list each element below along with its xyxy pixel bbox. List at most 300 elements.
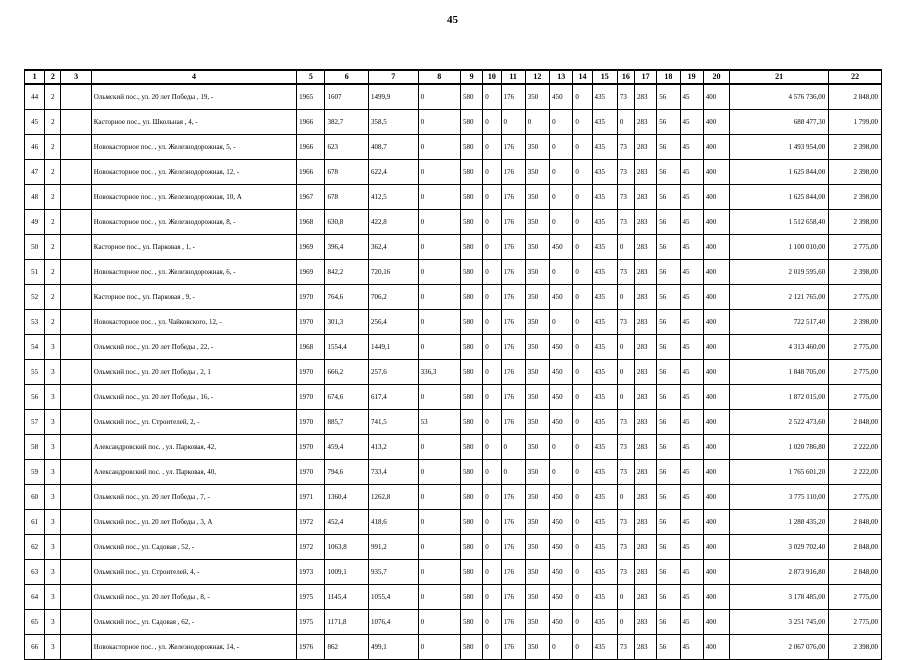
column-header: 5 bbox=[297, 70, 325, 84]
table-cell: 0 bbox=[418, 84, 460, 110]
table-cell bbox=[61, 310, 91, 335]
table-cell: 45 bbox=[680, 535, 703, 560]
table-cell: 1966 bbox=[297, 110, 325, 135]
table-cell: 1 848 705,00 bbox=[730, 360, 829, 385]
table-cell: 3 775 110,00 bbox=[730, 485, 829, 510]
table-cell: 452,4 bbox=[325, 510, 369, 535]
table-row bbox=[25, 610, 882, 635]
table-cell: 176 bbox=[501, 185, 525, 210]
table-cell: 450 bbox=[550, 560, 573, 585]
table-cell: 435 bbox=[592, 135, 617, 160]
table-cell: 2 bbox=[45, 160, 61, 185]
table-cell: 2 019 595,60 bbox=[730, 260, 829, 285]
table-cell: 58 bbox=[25, 435, 45, 460]
table-row bbox=[25, 260, 882, 285]
table-cell: 1063,8 bbox=[325, 535, 369, 560]
table-cell: 56 bbox=[657, 185, 680, 210]
table-cell: 0 bbox=[418, 485, 460, 510]
table-cell: 0 bbox=[573, 160, 592, 185]
table-row bbox=[25, 110, 882, 135]
table-cell: Новокасторное пос. , ул. Железнодорожная, 10, А bbox=[91, 185, 296, 210]
table-cell: 283 bbox=[635, 360, 657, 385]
table-cell: 0 bbox=[418, 160, 460, 185]
table-cell: 2 bbox=[45, 110, 61, 135]
table-cell: 0 bbox=[573, 235, 592, 260]
column-header: 15 bbox=[592, 70, 617, 84]
table-cell: 450 bbox=[550, 360, 573, 385]
table-cell: 51 bbox=[25, 260, 45, 285]
table-cell: 283 bbox=[635, 285, 657, 310]
table-cell: Ольмский пос., ул. Строителей, 2, - bbox=[91, 410, 296, 435]
table-cell: 73 bbox=[617, 635, 634, 660]
table-cell: 580 bbox=[461, 610, 483, 635]
table-row bbox=[25, 535, 882, 560]
table-cell: 0 bbox=[418, 535, 460, 560]
table-cell: 678 bbox=[325, 185, 369, 210]
table-cell: 2 bbox=[45, 135, 61, 160]
table-cell: 176 bbox=[501, 210, 525, 235]
table-row bbox=[25, 84, 882, 110]
table-row bbox=[25, 460, 882, 485]
table-cell: Ольмский пос., ул. Садовая , 52, - bbox=[91, 535, 296, 560]
table-cell: 450 bbox=[550, 235, 573, 260]
table-cell: 50 bbox=[25, 235, 45, 260]
table-cell: 56 bbox=[657, 210, 680, 235]
table-cell: 2 775,00 bbox=[829, 610, 882, 635]
table-cell: 336,3 bbox=[418, 360, 460, 385]
table-cell: Касторное пос., ул. Школьная , 4, - bbox=[91, 110, 296, 135]
table-row bbox=[25, 510, 882, 535]
table-row bbox=[25, 135, 882, 160]
table-cell: 3 251 745,00 bbox=[730, 610, 829, 635]
table-cell: 0 bbox=[483, 410, 501, 435]
table-cell: Ольмский пос., ул. 20 лет Победы , 19, - bbox=[91, 84, 296, 110]
table-cell: 56 bbox=[657, 135, 680, 160]
table-cell: 1970 bbox=[297, 360, 325, 385]
column-header: 18 bbox=[657, 70, 680, 84]
table-cell: 400 bbox=[703, 385, 729, 410]
table-cell: 450 bbox=[550, 84, 573, 110]
table-cell: 283 bbox=[635, 110, 657, 135]
table-cell: 56 bbox=[657, 460, 680, 485]
table-cell: 666,2 bbox=[325, 360, 369, 385]
table-cell bbox=[61, 210, 91, 235]
table-cell: 622,4 bbox=[368, 160, 418, 185]
table-cell: 45 bbox=[25, 110, 45, 135]
table-cell: 400 bbox=[703, 410, 729, 435]
table-cell: 350 bbox=[525, 84, 549, 110]
table-cell: 73 bbox=[617, 535, 634, 560]
table-cell: 45 bbox=[680, 235, 703, 260]
table-cell: 176 bbox=[501, 585, 525, 610]
table-cell: 842,2 bbox=[325, 260, 369, 285]
table-cell: 56 bbox=[657, 110, 680, 135]
table-cell: 1499,9 bbox=[368, 84, 418, 110]
table-cell: 617,4 bbox=[368, 385, 418, 410]
table-cell: 450 bbox=[550, 535, 573, 560]
table-cell: 3 bbox=[45, 510, 61, 535]
table-cell: 53 bbox=[25, 310, 45, 335]
table-cell: 2 398,00 bbox=[829, 210, 882, 235]
table-cell: 61 bbox=[25, 510, 45, 535]
table-cell: 435 bbox=[592, 485, 617, 510]
table-cell: 413,2 bbox=[368, 435, 418, 460]
table-cell: 0 bbox=[573, 460, 592, 485]
table-cell: 283 bbox=[635, 385, 657, 410]
table-cell: 1 799,00 bbox=[829, 110, 882, 135]
table-cell: 64 bbox=[25, 585, 45, 610]
table-cell: 350 bbox=[525, 360, 549, 385]
table-cell: 1967 bbox=[297, 185, 325, 210]
table-cell: 350 bbox=[525, 185, 549, 210]
table-cell: 0 bbox=[418, 460, 460, 485]
table-cell: 1970 bbox=[297, 460, 325, 485]
column-header: 4 bbox=[91, 70, 296, 84]
table-cell: 0 bbox=[418, 335, 460, 360]
table-cell: 435 bbox=[592, 185, 617, 210]
table-row bbox=[25, 235, 882, 260]
table-cell: 176 bbox=[501, 410, 525, 435]
housing-register-table bbox=[24, 69, 882, 660]
table-cell: Новокасторное пос. , ул. Железнодорожная, 12, - bbox=[91, 160, 296, 185]
table-cell: 350 bbox=[525, 235, 549, 260]
table-cell: 2 398,00 bbox=[829, 635, 882, 660]
table-cell: 0 bbox=[573, 610, 592, 635]
table-cell: 623 bbox=[325, 135, 369, 160]
table-row bbox=[25, 160, 882, 185]
column-header: 3 bbox=[61, 70, 91, 84]
table-cell: 45 bbox=[680, 460, 703, 485]
table-cell: 45 bbox=[680, 360, 703, 385]
table-cell: 283 bbox=[635, 435, 657, 460]
table-cell: 56 bbox=[657, 360, 680, 385]
table-cell: 991,2 bbox=[368, 535, 418, 560]
table-cell: 435 bbox=[592, 84, 617, 110]
table-cell: 580 bbox=[461, 235, 483, 260]
table-cell: 3 bbox=[45, 385, 61, 410]
table-cell: 0 bbox=[483, 385, 501, 410]
table-cell: 1 625 844,00 bbox=[730, 160, 829, 185]
table-cell: 350 bbox=[525, 535, 549, 560]
table-cell: 1 765 601,20 bbox=[730, 460, 829, 485]
table-cell: 1971 bbox=[297, 485, 325, 510]
table-cell: 580 bbox=[461, 410, 483, 435]
table-cell: 722 517,40 bbox=[730, 310, 829, 335]
table-cell: 1970 bbox=[297, 385, 325, 410]
table-cell: 56 bbox=[657, 285, 680, 310]
table-cell: 1262,8 bbox=[368, 485, 418, 510]
table-cell: 56 bbox=[657, 410, 680, 435]
table-cell: 176 bbox=[501, 285, 525, 310]
table-cell bbox=[61, 585, 91, 610]
table-cell: Новокасторное пос. , ул. Чайковского, 12, - bbox=[91, 310, 296, 335]
table-cell: 0 bbox=[550, 185, 573, 210]
table-cell: 2 222,00 bbox=[829, 435, 882, 460]
table-cell: 580 bbox=[461, 210, 483, 235]
table-cell: 435 bbox=[592, 535, 617, 560]
table-cell: 55 bbox=[25, 360, 45, 385]
table-cell: 450 bbox=[550, 485, 573, 510]
table-cell: 2 bbox=[45, 260, 61, 285]
table-cell: 176 bbox=[501, 385, 525, 410]
table-cell: 0 bbox=[418, 560, 460, 585]
table-cell: 3 bbox=[45, 585, 61, 610]
table-cell: Ольмский пос., ул. 20 лет Победы , 8, - bbox=[91, 585, 296, 610]
table-cell: 400 bbox=[703, 160, 729, 185]
table-cell bbox=[61, 460, 91, 485]
table-cell: 1970 bbox=[297, 285, 325, 310]
table-cell: 56 bbox=[657, 585, 680, 610]
table-cell: 412,5 bbox=[368, 185, 418, 210]
table-cell: 0 bbox=[483, 335, 501, 360]
table-cell: 73 bbox=[617, 260, 634, 285]
table-cell: 2 775,00 bbox=[829, 585, 882, 610]
table-cell bbox=[61, 510, 91, 535]
table-cell: 73 bbox=[617, 84, 634, 110]
table-cell: 435 bbox=[592, 260, 617, 285]
table-cell: 3 bbox=[45, 460, 61, 485]
table-cell: 0 bbox=[418, 260, 460, 285]
table-cell: 283 bbox=[635, 610, 657, 635]
table-cell: 400 bbox=[703, 210, 729, 235]
table-cell: 580 bbox=[461, 310, 483, 335]
table-cell: 435 bbox=[592, 235, 617, 260]
table-cell: 53 bbox=[418, 410, 460, 435]
column-header: 6 bbox=[325, 70, 369, 84]
table-cell: Ольмский пос., ул. 20 лет Победы , 7, - bbox=[91, 485, 296, 510]
table-cell: 0 bbox=[483, 535, 501, 560]
table-cell: 0 bbox=[573, 110, 592, 135]
table-cell: 56 bbox=[657, 535, 680, 560]
table-cell bbox=[61, 560, 91, 585]
table-cell: 4 576 736,00 bbox=[730, 84, 829, 110]
table-cell: 400 bbox=[703, 585, 729, 610]
table-cell: 2 775,00 bbox=[829, 360, 882, 385]
table-cell: 0 bbox=[418, 185, 460, 210]
table-cell: 450 bbox=[550, 335, 573, 360]
table-cell: 2 067 076,00 bbox=[730, 635, 829, 660]
table-cell: 0 bbox=[483, 360, 501, 385]
table-cell: 73 bbox=[617, 410, 634, 435]
table-cell: 0 bbox=[617, 485, 634, 510]
table-cell: 45 bbox=[680, 510, 703, 535]
table-cell: 56 bbox=[657, 235, 680, 260]
table-cell: 0 bbox=[573, 185, 592, 210]
table-cell: 1 493 954,00 bbox=[730, 135, 829, 160]
table-cell: 283 bbox=[635, 235, 657, 260]
table-cell bbox=[61, 535, 91, 560]
table-cell: 0 bbox=[573, 285, 592, 310]
table-cell: 0 bbox=[617, 585, 634, 610]
table-cell: 1970 bbox=[297, 310, 325, 335]
table-cell: 435 bbox=[592, 385, 617, 410]
table-cell: 2 398,00 bbox=[829, 260, 882, 285]
table-cell: 0 bbox=[550, 160, 573, 185]
table-cell: 435 bbox=[592, 285, 617, 310]
table-cell: 0 bbox=[483, 210, 501, 235]
table-cell bbox=[61, 84, 91, 110]
table-cell: 350 bbox=[525, 385, 549, 410]
table-cell: 2 848,00 bbox=[829, 535, 882, 560]
table-cell: 0 bbox=[483, 84, 501, 110]
table-cell: 0 bbox=[483, 485, 501, 510]
column-header: 21 bbox=[730, 70, 829, 84]
table-cell: 45 bbox=[680, 135, 703, 160]
table-cell: 46 bbox=[25, 135, 45, 160]
table-cell: 1976 bbox=[297, 635, 325, 660]
table-cell: Ольмский пос., ул. 20 лет Победы , 22, - bbox=[91, 335, 296, 360]
table-row bbox=[25, 310, 882, 335]
table-cell: 0 bbox=[418, 235, 460, 260]
table-cell: 1975 bbox=[297, 585, 325, 610]
table-cell: 45 bbox=[680, 260, 703, 285]
table-cell: 580 bbox=[461, 335, 483, 360]
table-cell: 73 bbox=[617, 435, 634, 460]
table-cell: 885,7 bbox=[325, 410, 369, 435]
table-cell: 1055,4 bbox=[368, 585, 418, 610]
table-cell: 0 bbox=[483, 285, 501, 310]
table-cell: 0 bbox=[418, 635, 460, 660]
table-cell: 283 bbox=[635, 335, 657, 360]
table-cell bbox=[61, 260, 91, 285]
table-cell bbox=[61, 385, 91, 410]
table-cell: 2 bbox=[45, 185, 61, 210]
table-cell: Александровский пос. , ул. Парковая, 42, bbox=[91, 435, 296, 460]
table-cell: 45 bbox=[680, 110, 703, 135]
table-cell: 3 bbox=[45, 560, 61, 585]
table-cell: 3 029 702,40 bbox=[730, 535, 829, 560]
table-body bbox=[25, 84, 882, 660]
table-cell: 176 bbox=[501, 610, 525, 635]
table-cell: 1970 bbox=[297, 410, 325, 435]
table-cell: 350 bbox=[525, 260, 549, 285]
table-cell: 2 398,00 bbox=[829, 310, 882, 335]
table-cell: 0 bbox=[501, 460, 525, 485]
table-cell: 0 bbox=[483, 135, 501, 160]
table-cell: 435 bbox=[592, 335, 617, 360]
column-header: 13 bbox=[550, 70, 573, 84]
table-cell: 435 bbox=[592, 510, 617, 535]
table-cell: 0 bbox=[483, 235, 501, 260]
table-cell: 3 bbox=[45, 610, 61, 635]
table-cell: 0 bbox=[573, 210, 592, 235]
table-cell bbox=[61, 235, 91, 260]
table-cell: 49 bbox=[25, 210, 45, 235]
table-cell: 450 bbox=[550, 510, 573, 535]
table-cell: 0 bbox=[573, 635, 592, 660]
table-cell: 176 bbox=[501, 135, 525, 160]
table-cell: 0 bbox=[550, 635, 573, 660]
table-cell: 0 bbox=[573, 360, 592, 385]
table-cell: 580 bbox=[461, 485, 483, 510]
table-cell: 0 bbox=[573, 310, 592, 335]
table-cell: 350 bbox=[525, 410, 549, 435]
table-cell: 435 bbox=[592, 210, 617, 235]
table-cell: 0 bbox=[418, 210, 460, 235]
table-cell: 0 bbox=[573, 260, 592, 285]
table-cell: 0 bbox=[550, 310, 573, 335]
table-cell: 350 bbox=[525, 510, 549, 535]
table-cell: 2 398,00 bbox=[829, 160, 882, 185]
table-cell: 2 848,00 bbox=[829, 84, 882, 110]
table-cell: 0 bbox=[418, 135, 460, 160]
table-cell: 1965 bbox=[297, 84, 325, 110]
column-header: 14 bbox=[573, 70, 592, 84]
table-cell: 674,6 bbox=[325, 385, 369, 410]
table-cell: 580 bbox=[461, 260, 483, 285]
table-cell: 0 bbox=[573, 560, 592, 585]
table-cell: 435 bbox=[592, 110, 617, 135]
table-cell: 56 bbox=[657, 385, 680, 410]
header-row bbox=[25, 70, 882, 84]
table-cell: 1969 bbox=[297, 260, 325, 285]
table-cell: 400 bbox=[703, 260, 729, 285]
table-cell: 1 872 015,00 bbox=[730, 385, 829, 410]
table-cell: 435 bbox=[592, 360, 617, 385]
table-cell: 350 bbox=[525, 585, 549, 610]
table-row bbox=[25, 385, 882, 410]
table-cell: 733,4 bbox=[368, 460, 418, 485]
table-cell: Новокасторное пос. , ул. Железнодорожная, 14, - bbox=[91, 635, 296, 660]
column-header: 2 bbox=[45, 70, 61, 84]
table-cell: 1145,4 bbox=[325, 585, 369, 610]
table-cell: 0 bbox=[501, 435, 525, 460]
table-row bbox=[25, 485, 882, 510]
table-cell: 935,7 bbox=[368, 560, 418, 585]
table-cell: 1968 bbox=[297, 210, 325, 235]
table-cell: 283 bbox=[635, 210, 657, 235]
table-cell: 0 bbox=[573, 335, 592, 360]
table-cell: Касторное пос., ул. Парковая , 1, - bbox=[91, 235, 296, 260]
table-cell: 350 bbox=[525, 210, 549, 235]
table-cell: 56 bbox=[25, 385, 45, 410]
table-cell: 630,8 bbox=[325, 210, 369, 235]
table-cell: 1968 bbox=[297, 335, 325, 360]
table-cell: 62 bbox=[25, 535, 45, 560]
table-cell: 0 bbox=[617, 360, 634, 385]
table-cell: 176 bbox=[501, 560, 525, 585]
table-cell: 400 bbox=[703, 135, 729, 160]
table-cell: 400 bbox=[703, 335, 729, 360]
table-cell: 73 bbox=[617, 460, 634, 485]
table-row bbox=[25, 635, 882, 660]
table-cell: 57 bbox=[25, 410, 45, 435]
table-cell: 1360,4 bbox=[325, 485, 369, 510]
table-cell: 0 bbox=[617, 110, 634, 135]
table-cell: 3 bbox=[45, 335, 61, 360]
table-cell: 400 bbox=[703, 360, 729, 385]
table-cell: 3 bbox=[45, 435, 61, 460]
table-cell: 0 bbox=[418, 285, 460, 310]
table-cell: 283 bbox=[635, 510, 657, 535]
table-cell: 45 bbox=[680, 335, 703, 360]
table-cell: 283 bbox=[635, 84, 657, 110]
table-cell: 0 bbox=[418, 385, 460, 410]
table-cell: 350 bbox=[525, 610, 549, 635]
table-cell: 2 775,00 bbox=[829, 285, 882, 310]
table-cell: 862 bbox=[325, 635, 369, 660]
table-cell: 45 bbox=[680, 410, 703, 435]
table-cell: 0 bbox=[418, 435, 460, 460]
table-cell: 176 bbox=[501, 260, 525, 285]
table-cell: 580 bbox=[461, 435, 483, 460]
table-cell: 73 bbox=[617, 510, 634, 535]
table-cell: 0 bbox=[617, 385, 634, 410]
table-cell: 2 775,00 bbox=[829, 335, 882, 360]
table-cell bbox=[61, 135, 91, 160]
table-cell: 2 398,00 bbox=[829, 135, 882, 160]
table-cell: 45 bbox=[680, 485, 703, 510]
